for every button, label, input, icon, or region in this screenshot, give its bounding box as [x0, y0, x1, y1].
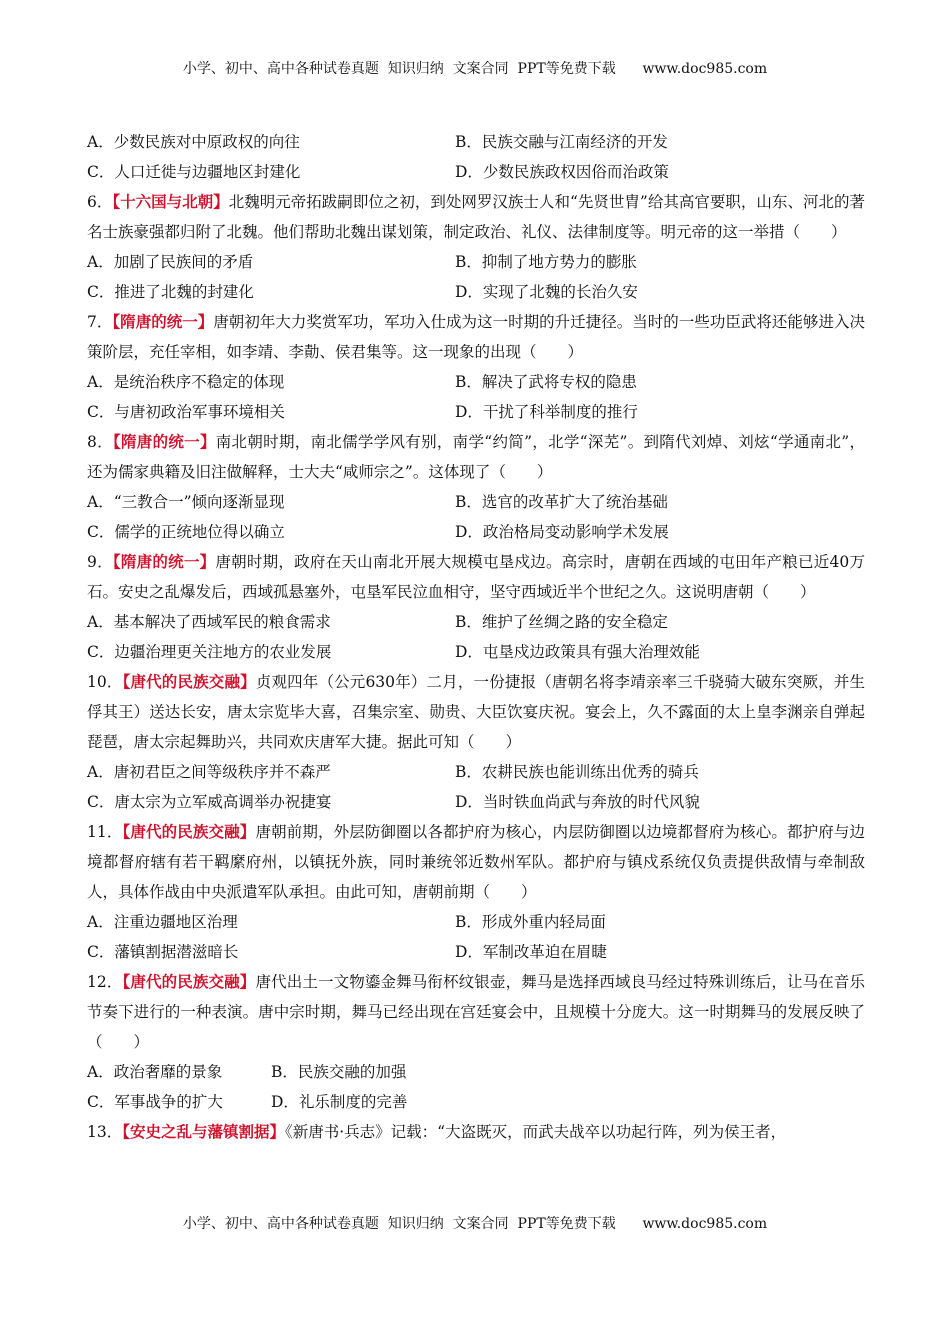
topic-tag: 【隋唐的统一】 [112, 312, 214, 331]
topic-tag: 【隋唐的统一】 [112, 432, 216, 451]
option-d: D．屯垦戍边政策具有强大治理效能 [455, 643, 700, 661]
option-b: B．农耕民族也能训练出优秀的骑兵 [455, 763, 699, 781]
question-stem: 北魏明元帝拓跋嗣即位之初，到处网罗汉族士人和“先贤世胄”给其高官要职，山东、河北的著名士族豪强都归附了北魏。他们帮助北魏出谋划策，制定政治、礼仪、法律制度等。明元帝的这一举措（ ） [87, 193, 865, 241]
question-10 [87, 667, 865, 757]
question-9 [87, 547, 865, 607]
question-number: 10． [87, 673, 123, 691]
option-a: A．“三教合一”倾向逐渐显现 [87, 493, 285, 511]
option-row [87, 277, 865, 307]
option-row [87, 1087, 865, 1117]
page-footer: 小学、初中、高中各种试卷真题 知识归纳 文案合同 PPT等免费下载 www.doc985.com [182, 1216, 768, 1232]
option-c: C．与唐初政治军事环境相关 [87, 403, 285, 421]
option-c: C．边疆治理更关注地方的农业发展 [87, 643, 332, 661]
option-b: B．民族交融的加强 [271, 1063, 407, 1081]
option-row [87, 397, 865, 427]
option-a: A．少数民族对中原政权的向往 [87, 133, 300, 151]
topic-tag: 【唐代的民族交融】 [122, 972, 256, 991]
option-row [87, 937, 865, 967]
option-a: A．基本解决了西域军民的粮食需求 [87, 613, 331, 631]
topic-tag: 【唐代的民族交融】 [122, 672, 256, 691]
question-content [87, 127, 865, 1147]
option-d: D．少数民族政权因俗而治政策 [455, 163, 669, 181]
option-row [87, 637, 865, 667]
option-c: C．藩镇割据潜滋暗长 [87, 943, 239, 961]
option-d: D．实现了北魏的长治久安 [455, 283, 638, 301]
option-row [87, 907, 865, 937]
question-number: 6． [87, 193, 113, 211]
option-d: D．政治格局变动影响学术发展 [455, 523, 669, 541]
question-12 [87, 967, 865, 1057]
topic-tag: 【唐代的民族交融】 [122, 822, 256, 841]
option-a: A．政治奢靡的景象 [87, 1063, 223, 1081]
question-stem: 唐朝初年大力奖赏军功，军功入仕成为这一时期的升迁捷径。当时的一些功臣武将还能够进入决策阶层，充任宰相，如李靖、李勣、侯君集等。这一现象的出现（ ） [87, 313, 865, 361]
option-row [87, 247, 865, 277]
option-c: C．人口迁徙与边疆地区封建化 [87, 163, 301, 181]
question-number: 7． [87, 313, 113, 331]
option-b: B．形成外重内轻局面 [455, 913, 606, 931]
question-8 [87, 427, 865, 487]
page-header: 小学、初中、高中各种试卷真题 知识归纳 文案合同 PPT等免费下载 www.doc985.com [182, 61, 768, 77]
option-d: D．干扰了科举制度的推行 [455, 403, 638, 421]
topic-tag: 【十六国与北朝】 [112, 192, 229, 211]
option-c: C．军事战争的扩大 [87, 1093, 223, 1111]
question-stem: 唐代出土一文物鎏金舞马衔杯纹银壶，舞马是选择西域良马经过特殊训练后，让马在音乐节奏下进行的一种表演。唐中宗时期，舞马已经出现在宫廷宴会中，且规模十分庞大。这一时期舞马的发展反映了（ ） [87, 973, 865, 1051]
option-row [87, 127, 865, 157]
question-7 [87, 307, 865, 367]
option-a: A．加剧了民族间的矛盾 [87, 253, 254, 271]
option-row [87, 487, 865, 517]
topic-tag: 【安史之乱与藩镇割据】 [122, 1122, 285, 1141]
option-d: D．礼乐制度的完善 [271, 1093, 408, 1111]
option-row [87, 157, 865, 187]
option-b: B．解决了武将专权的隐患 [455, 373, 637, 391]
question-stem: 唐朝前期，外层防御圈以各都护府为核心，内层防御圈以边境都督府为核心。都护府与边境都督府辖有若干羁縻府州，以镇抚外族，同时兼统邻近数州军队。都护府与镇戍系统仅负责提供敌情与牵制敌人，具体作战由中央派遣军队承担。由此可知，唐朝前期（ ） [87, 823, 865, 901]
option-b: B．抑制了地方势力的膨胀 [455, 253, 637, 271]
option-d: D．当时铁血尚武与奔放的时代风貌 [455, 793, 700, 811]
question-6 [87, 187, 865, 247]
question-stem: 南北朝时期，南北儒学学风有别，南学“约简”，北学“深芜”。到隋代刘焯、刘炫“学通南北”，还为儒家典籍及旧注做解释，士大夫“咸师宗之”。这体现了（ ） [87, 433, 865, 481]
option-row [87, 1057, 865, 1087]
option-row [87, 367, 865, 397]
option-c: C．唐太宗为立军威高调举办祝捷宴 [87, 793, 332, 811]
topic-tag: 【隋唐的统一】 [112, 552, 216, 571]
question-number: 12． [87, 973, 123, 991]
question-number: 8． [87, 433, 113, 451]
option-a: A．唐初君臣之间等级秩序并不森严 [87, 763, 331, 781]
option-b: B．维护了丝绸之路的安全稳定 [455, 613, 668, 631]
option-row [87, 607, 865, 637]
option-row [87, 757, 865, 787]
question-number: 13． [87, 1123, 123, 1141]
question-11 [87, 817, 865, 907]
question-13 [87, 1117, 865, 1147]
option-row [87, 787, 865, 817]
option-a: A．注重边疆地区治理 [87, 913, 238, 931]
question-number: 9． [87, 553, 113, 571]
option-a: A．是统治秩序不稳定的体现 [87, 373, 285, 391]
option-c: C．推进了北魏的封建化 [87, 283, 254, 301]
question-stem: 唐朝时期，政府在天山南北开展大规模屯垦戍边。高宗时，唐朝在西域的屯田年产粮已近40万石。安史之乱爆发后，西域孤悬塞外，屯垦军民泣血相守，坚守西域近半个世纪之久。这说明唐朝（ ） [87, 553, 865, 601]
option-row [87, 517, 865, 547]
question-number: 11． [87, 823, 123, 841]
option-d: D．军制改革迫在眉睫 [455, 943, 607, 961]
question-stem: 《新唐书·兵志》记载：“大盗既灭，而武夫战卒以功起行阵，列为侯王者， [285, 1123, 787, 1141]
option-c: C．儒学的正统地位得以确立 [87, 523, 285, 541]
question-stem: 贞观四年（公元630年）二月，一份捷报（唐朝名将李靖亲率三千骁骑大破东突厥，并生俘其王）送达长安，唐太宗览毕大喜，召集宗室、勋贵、大臣饮宴庆祝。宴会上，久不露面的太上皇李渊亲自弹起琵琶，唐太宗起舞助兴，共同欢庆唐军大捷。据此可知（ ） [87, 673, 865, 751]
option-b: B．民族交融与江南经济的开发 [455, 133, 668, 151]
option-b: B．选官的改革扩大了统治基础 [455, 493, 668, 511]
